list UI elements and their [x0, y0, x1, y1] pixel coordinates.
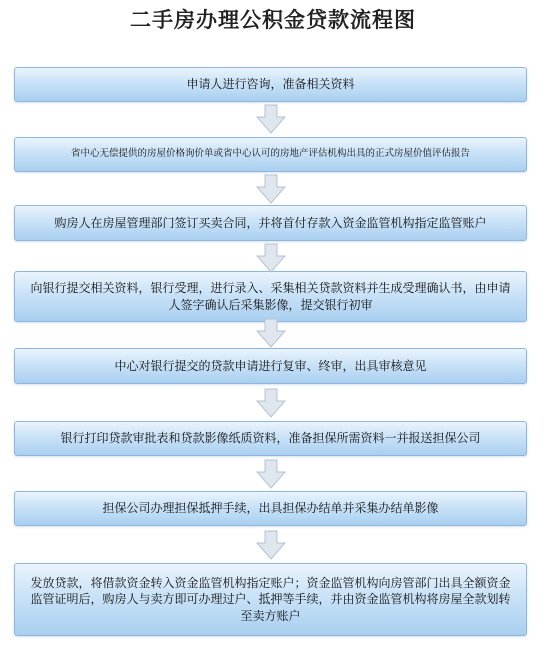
flow-step-7: [14, 491, 527, 526]
flow-step-1-text: 申请人进行咨询，准备相关资料: [186, 77, 355, 92]
down-arrow-icon: [256, 530, 286, 560]
flow-step-6: [14, 421, 527, 456]
flow-step-2-text: 省中心无偿提供的房屋价格询价单或省中心认可的房地产评估机构出具的正式房屋价值评估报告: [70, 148, 470, 160]
flow-step-1: [14, 67, 527, 102]
down-arrow-icon: [256, 104, 286, 134]
flow-step-5: [14, 348, 527, 384]
flow-step-3: [14, 205, 527, 241]
flow-step-2: [14, 137, 527, 172]
flow-step-8: [14, 563, 527, 636]
flow-step-5-text: 中心对银行提交的贷款申请进行复审、终审，出具审核意见: [114, 358, 427, 373]
flow-step-8-text: 发放贷款，将借款资金转入资金监管机构指定账户；资金监管机构向房管部门出具全额资金监管证明后，购房人与卖方即可办理过户、抵押等手续，并由资金监管机构将房屋全款划转至卖方账户: [30, 576, 511, 623]
flow-step-4-text: 向银行提交相关资料，银行受理，进行录入、采集相关贷款资料并生成受理确认书，由申请人签字确认后采集影像，提交银行初审: [30, 281, 511, 312]
flow-step-7-text: 担保公司办理担保抵押手续，出具担保办结单并采集办结单影像: [102, 501, 439, 516]
down-arrow-icon: [256, 388, 286, 418]
flow-step-6-text: 银行打印贷款审批表和贷款影像纸质资料，准备担保所需资料一并报送担保公司: [60, 431, 481, 446]
flow-step-3-text: 购房人在房屋管理部门签订买卖合同，并将首付存款入资金监管机构指定监管账户: [54, 215, 487, 230]
page-title: 二手房办理公积金贷款流程图: [130, 8, 416, 32]
down-arrow-icon: [256, 174, 286, 204]
flow-step-4: [14, 271, 527, 322]
down-arrow-icon: [256, 459, 286, 489]
down-arrow-icon: [256, 243, 286, 273]
down-arrow-icon: [256, 318, 286, 348]
